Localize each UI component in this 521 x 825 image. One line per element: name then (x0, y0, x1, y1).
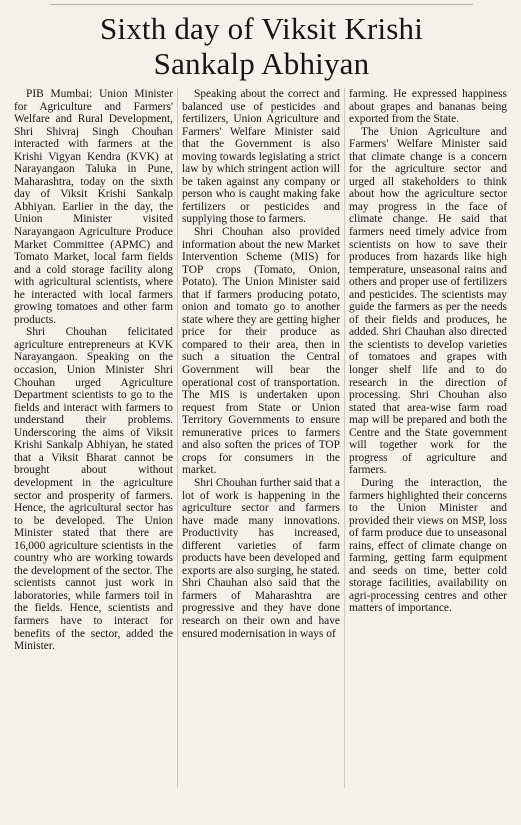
paragraph: farming. He expressed happiness about grapes and bananas being exported from the State. (349, 88, 507, 126)
article-columns (10, 88, 513, 788)
paragraph: During the interaction, the farmers highlighted their concerns to the Union Minister and provided their views on MSP, loss of farm produce due to unseasonal rains, effect of climate change on farming, getting farm equipment and seeds on time, better cold storage facilities, availability on agri-processing centres and other matters of importance. (349, 476, 507, 615)
paragraph: The Union Agriculture and Farmers' Welfare Minister said that climate change is a concern for the agriculture sector and urged all stakeholders to think about how the agriculture sector may progress in the face of climate change. He said that farmers need timely advice from scientists on how to save their produces from hazards like high temperature, unseasonal rains and others and proper use of fertilizers and pesticides. The scientists may guide the farmers as per the needs of their fields and produces, he added. Shri Chauhan also directed the scientists to develop varieties of tomatoes and grapes with longer shelf life and to do research in the direction of processing. Shri Chouhan also stated that area-wise farm road map will be prepared and both the Centre and the State government will together work for the progress of agriculture and farmers. (349, 125, 507, 477)
top-rule (50, 4, 473, 9)
paragraph: Shri Chouhan felicitated agriculture entrepreneurs at KVK Narayangaon. Speaking on the occasion, Union Minister Shri Chouhan urged Agriculture Department scientists to go to the fields and interact with farmers to understand their problems. Underscoring the aims of Viksit Krishi Sankalp Abhiyan, he stated that a Viksit Bharat cannot be brought about without development in the agriculture sector and prosperity of farmers. Hence, the agricultural sector has to be developed. The Union Minister stated that there are 16,000 agriculture scientists in the country who are working towards the development of the sector. The scientists cannot just work in laboratories, while farmers toil in the fields. Hence, scientists and farmers have to interact for benefits of the sector, added the Minister. (14, 326, 173, 653)
column-3 (344, 88, 511, 788)
paragraph: Speaking about the correct and balanced use of pesticides and fertilizers, Union Agriculture and Farmers' Welfare Minister said that the Government is also moving towards legislating a strict law by which stringent action will be taken against any company or person who is caught making fake fertilizers or pesticides and supplying those to farmers. (182, 88, 340, 226)
headline-line-2: Sankalp Abhiyan (153, 46, 370, 81)
paragraph: Shri Chouhan further said that a lot of work is happening in the agriculture sector and farmers have made many innovations. Productivity has increased, different varieties of farm products have been developed and exports are also surging, he stated. Shri Chauhan also said that the farmers of Maharashtra are progressive and they have done research on their own and have ensured modernisation in ways of (182, 476, 340, 640)
headline-line-1: Sixth day of Viksit Krishi (99, 11, 424, 46)
column-2 (177, 88, 344, 788)
headline (10, 11, 513, 81)
column-1 (10, 88, 177, 788)
paragraph: PIB Mumbai: Union Minister for Agriculture and Farmers' Welfare and Rural Development, Shri Shivraj Singh Chouhan interacted with farmers at the Krishi Vigyan Kendra (KVK) at Narayangaon Taluka in Pune, Maharashtra, today on the sixth day of Viksit Krishi Sankalp Abhiyan. Earlier in the day, the Union Minister visited Narayangaon Agriculture Produce Market Committee (APMC) and Tomato Market, local farm fields and a cold storage facility along with agricultural scientists, where he interacted with local farmers growing tomatoes and other farm products. (14, 88, 173, 326)
paragraph: Shri Chouhan also provided information about the new Market Intervention Scheme (MIS) for TOP crops (Tomato, Onion, Potato). The Union Minister said that if farmers producing potato, onion and tomato go to another state where they are getting higher price for their produce as compared to their area, then in such a situation the Central Government will bear the operational cost of transportation. The MIS is undertaken upon request from State or Union Territory Governments to ensure remunerative prices to farmers and also soften the prices of TOP crops for consumers in the market. (182, 226, 340, 477)
